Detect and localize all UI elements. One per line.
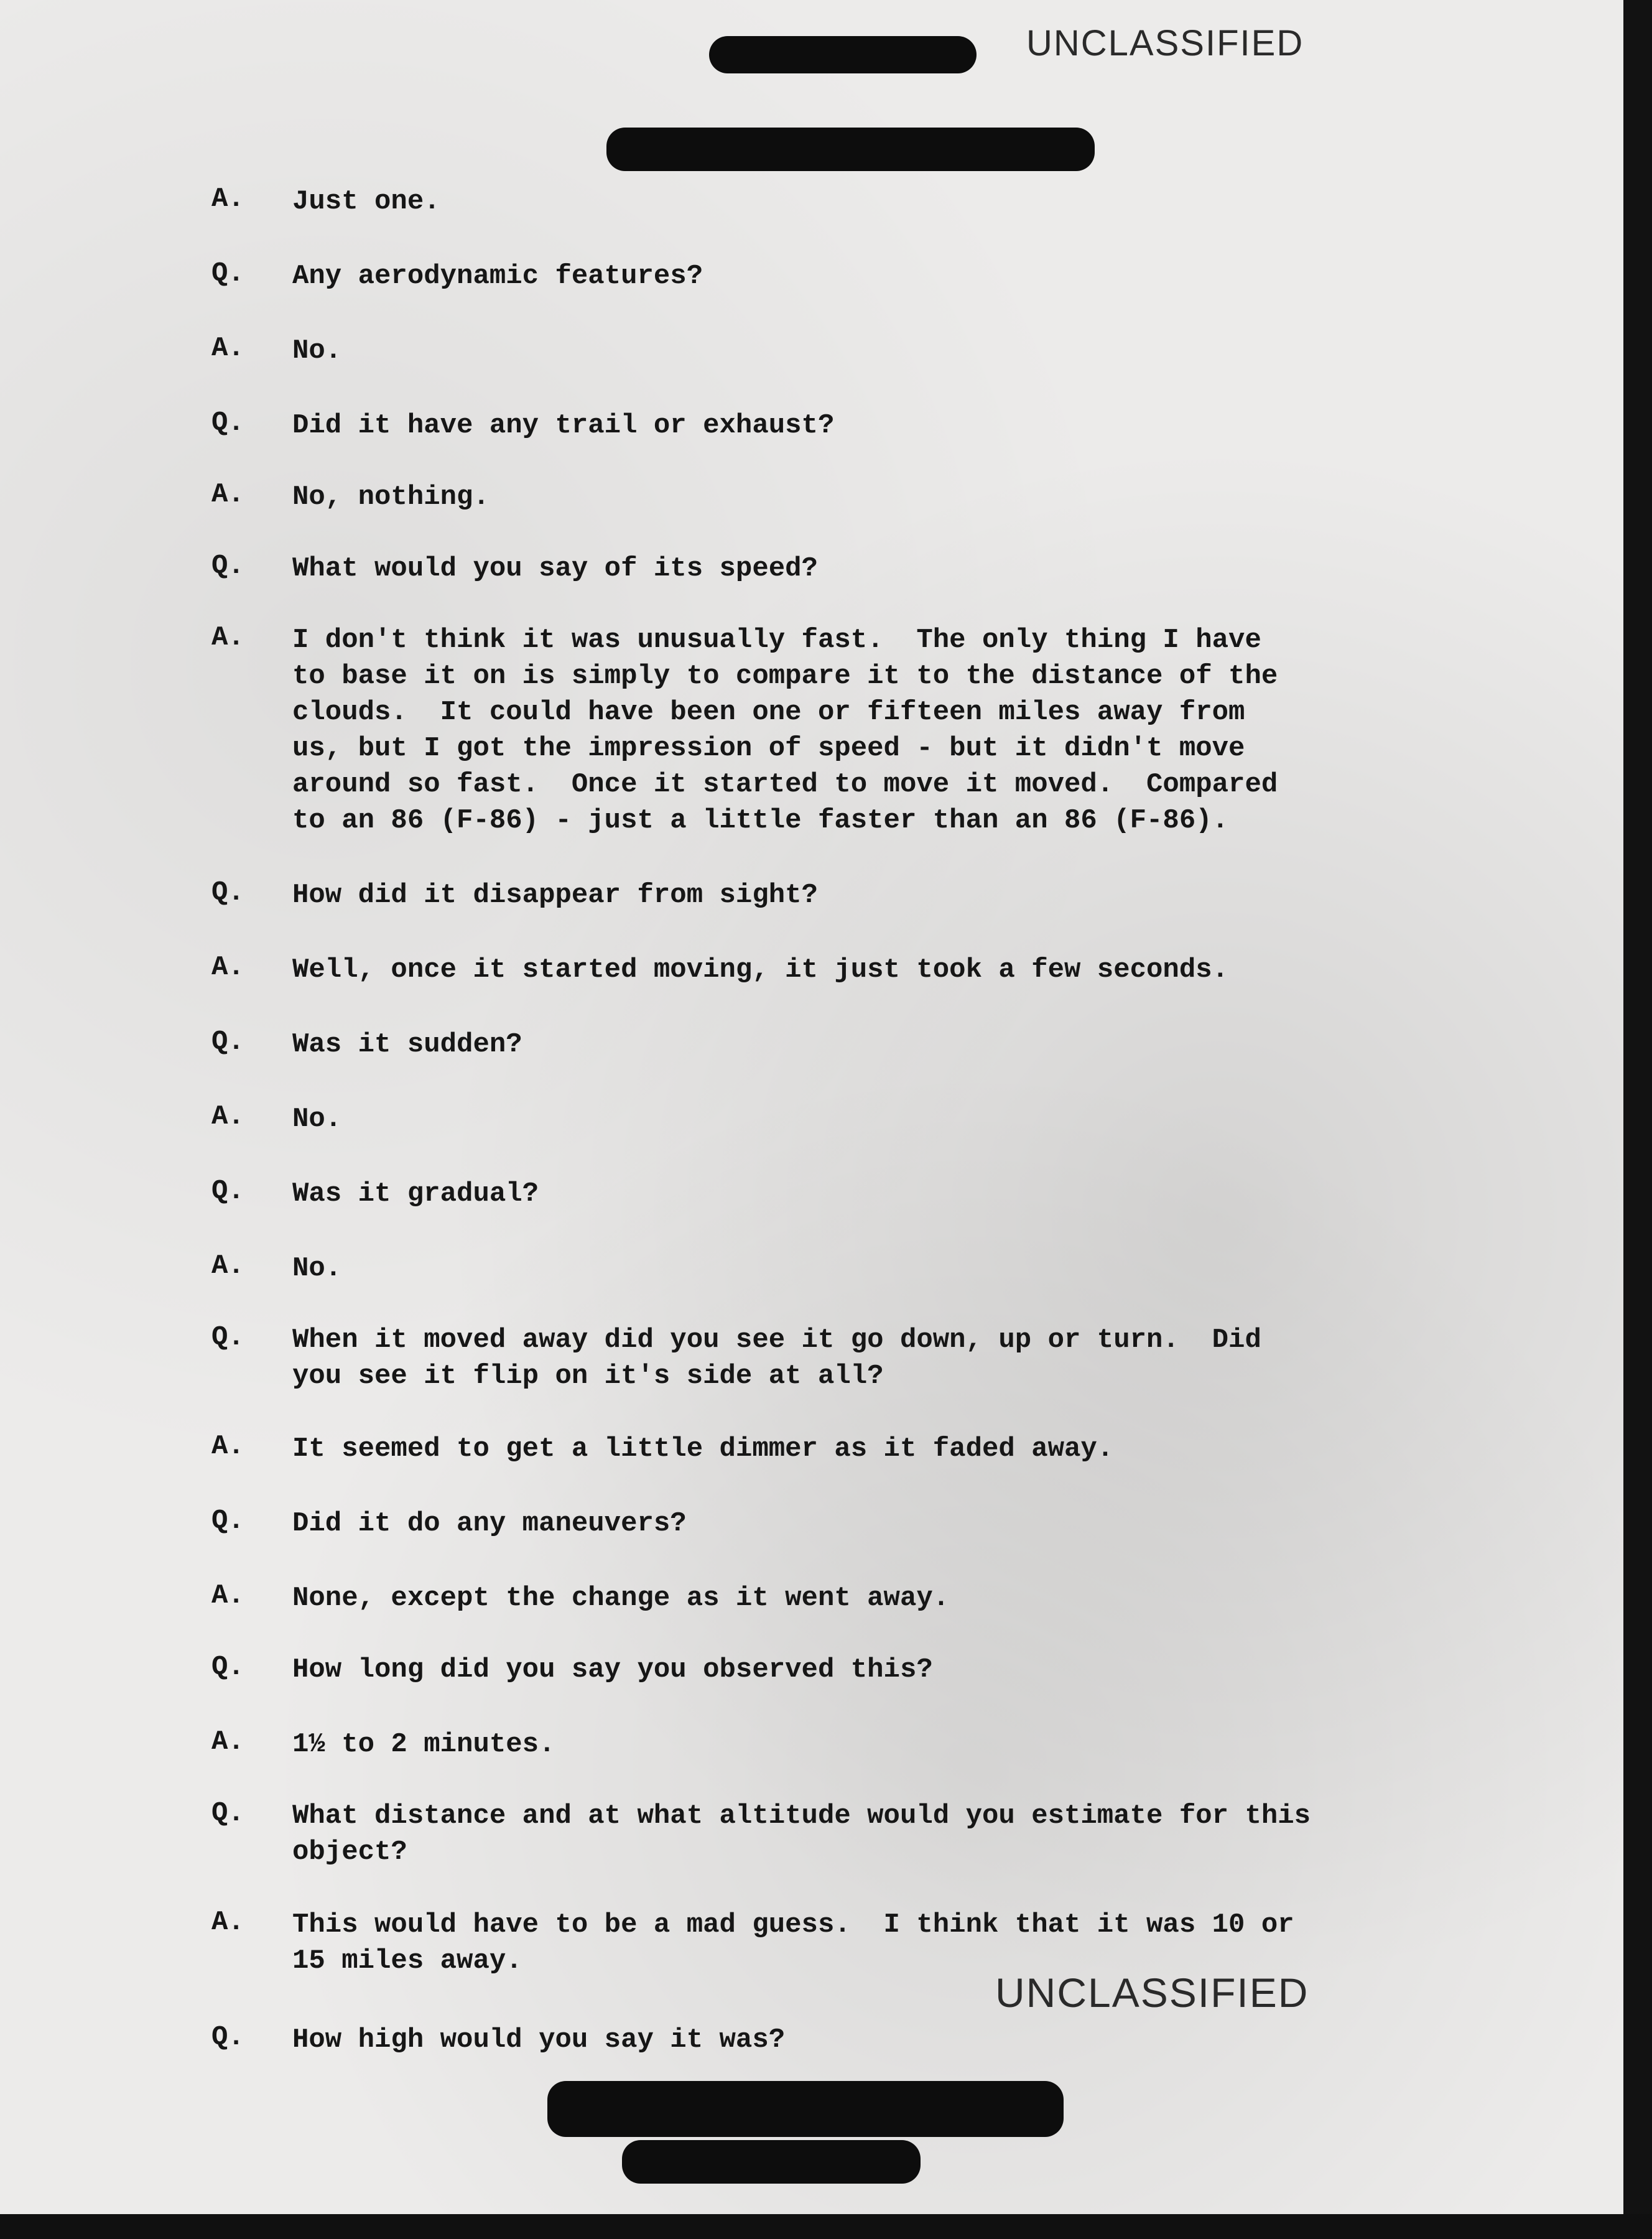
entry-text: No. — [292, 335, 342, 366]
redaction-bar-top-1 — [709, 36, 977, 73]
entry-text: Was it sudden? — [292, 1029, 522, 1060]
entry-text: None, except the change as it went away. — [292, 1583, 950, 1614]
entry-text: Was it gradual? — [292, 1178, 539, 1209]
speaker-label: Q. — [211, 2022, 244, 2053]
speaker-label: A. — [211, 1907, 244, 1938]
speaker-label: Q. — [211, 1652, 244, 1683]
entry-text: Well, once it started moving, it just took a few seconds. — [292, 954, 1229, 985]
classification-stamp-top: UNCLASSIFIED — [1026, 23, 1304, 63]
entry-text: No. — [292, 1253, 342, 1284]
entry-text: What would you say of its speed? — [292, 553, 818, 584]
speaker-label: Q. — [211, 1506, 244, 1537]
scan-edge-bottom — [0, 2214, 1652, 2239]
entry-text: How long did you say you observed this? — [292, 1654, 933, 1685]
entry-text: How high would you say it was? — [292, 2024, 786, 2055]
entry-text: It seemed to get a little dimmer as it faded away. — [292, 1433, 1114, 1464]
classification-stamp-bottom: UNCLASSIFIED — [995, 1970, 1309, 2016]
entry-text: Any aerodynamic features? — [292, 261, 703, 292]
speaker-label: Q. — [211, 1798, 244, 1829]
entry-text: No. — [292, 1104, 342, 1135]
speaker-label: Q. — [211, 551, 244, 582]
speaker-label: A. — [211, 1580, 244, 1611]
speaker-label: A. — [211, 333, 244, 364]
speaker-label: Q. — [211, 1176, 244, 1207]
speaker-label: A. — [211, 184, 244, 215]
entry-text: How did it disappear from sight? — [292, 880, 818, 911]
entry-text: When it moved away did you see it go down, up or turn. Did you see it flip on it's side at all? — [292, 1324, 1261, 1392]
speaker-label: A. — [211, 479, 244, 510]
speaker-label: Q. — [211, 407, 244, 439]
entry-text: Did it do any maneuvers? — [292, 1508, 687, 1539]
speaker-label: Q. — [211, 877, 244, 908]
redaction-bar-bottom-2 — [622, 2140, 921, 2184]
speaker-label: A. — [211, 952, 244, 983]
speaker-label: Q. — [211, 258, 244, 289]
entry-text: What distance and at what altitude would you estimate for this object? — [292, 1800, 1311, 1868]
speaker-label: A. — [211, 622, 244, 653]
entry-text: Did it have any trail or exhaust? — [292, 410, 835, 441]
entry-text: No, nothing. — [292, 482, 490, 513]
entry-text: I don't think it was unusually fast. The only thing I have to base it on is simply to compare it to the distance of the clouds. It could have been one or fifteen miles away from us, but I got the impression of speed - but it didn't move around so fast. Once it started to move it moved. Compared to an 86 (F-86) - just a little faster than an 86 (F-86). — [292, 625, 1278, 836]
redaction-bar-bottom-1 — [547, 2081, 1064, 2137]
speaker-label: A. — [211, 1101, 244, 1132]
entry-text: This would have to be a mad guess. I think that it was 10 or 15 miles away. — [292, 1909, 1294, 1976]
entry-text: Just one. — [292, 186, 440, 217]
entry-text: 1½ to 2 minutes. — [292, 1729, 555, 1760]
speaker-label: A. — [211, 1431, 244, 1462]
redaction-bar-top-2 — [606, 128, 1095, 171]
speaker-label: Q. — [211, 1322, 244, 1353]
speaker-label: A. — [211, 1250, 244, 1282]
speaker-label: A. — [211, 1726, 244, 1757]
speaker-label: Q. — [211, 1026, 244, 1058]
scan-edge-right — [1623, 0, 1652, 2239]
